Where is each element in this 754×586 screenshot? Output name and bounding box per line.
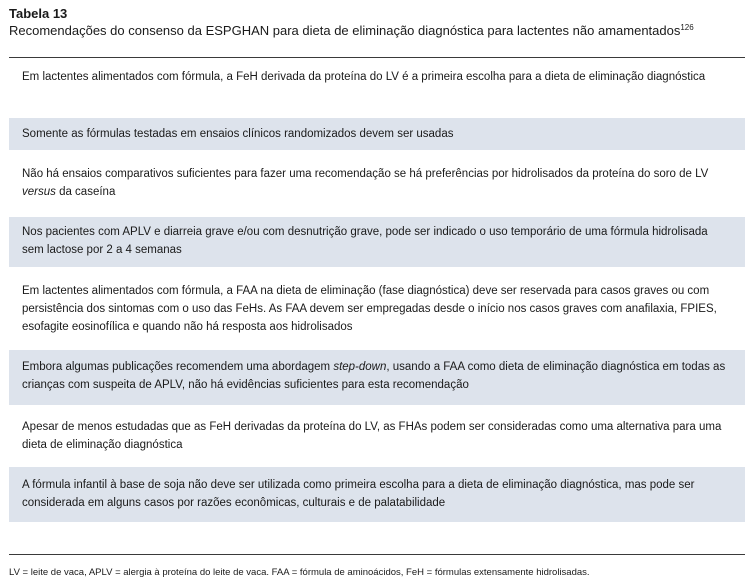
- table-row-5: [9, 278, 745, 342]
- row-text-part: Embora algumas publicações recomendem uma abordagem: [22, 361, 334, 373]
- row-text: A fórmula infantil à base de soja não deve ser utilizada como primeira escolha para a dieta de eliminação diagnóstica, mas pode ser considerada em alguns casos por razões econômicas, culturais e de palatabilidade: [22, 479, 695, 509]
- table-row-6: [9, 350, 745, 405]
- table-row-3: [9, 160, 745, 208]
- row-text: Em lactentes alimentados com fórmula, a FAA na dieta de eliminação (fase diagnóstica) deve ser reservada para casos graves ou com persistência dos sintomas com o uso das FeHs. As FAA devem ser empregadas desde o início nos casos graves com anafilaxia, FPIES, esofagite eosinofílica e quando não há resposta aos hidrolisados: [22, 285, 717, 333]
- table-bottom-rule: [9, 554, 745, 555]
- table-row-2: [9, 118, 745, 150]
- table-top-rule: [9, 57, 745, 58]
- table-title: Tabela 13: [9, 6, 68, 21]
- table-row-8: [9, 467, 745, 522]
- row-text-part: Não há ensaios comparativos suficientes para fazer uma recomendação se há preferências por hidrolisados da proteína do soro de LV: [22, 168, 709, 180]
- row-text-emphasis: versus: [22, 186, 56, 198]
- row-text: Em lactentes alimentados com fórmula, a FeH derivada da proteína do LV é a primeira escolha para a dieta de eliminação diagnóstica: [22, 71, 706, 83]
- table-row-4: [9, 217, 745, 267]
- row-text: Nos pacientes com APLV e diarreia grave e/ou com desnutrição grave, pode ser indicado o uso temporário de uma fórmula hidrolisada sem lactose por 2 a 4 semanas: [22, 226, 708, 256]
- reference-superscript: 126: [680, 23, 694, 32]
- table-row-1: [9, 64, 745, 108]
- table-footnote: LV = leite de vaca, APLV = alergia à proteína do leite de vaca. FAA = fórmula de aminoácidos, FeH = fórmulas extensamente hidrolisadas.: [9, 567, 590, 578]
- row-text: [22, 165, 731, 201]
- table-subtitle: [9, 23, 751, 39]
- row-text-emphasis: step-down: [333, 361, 387, 373]
- row-text: Somente as fórmulas testadas em ensaios clínicos randomizados devem ser usadas: [22, 128, 454, 140]
- table-subtitle-text: Recomendações do consenso da ESPGHAN para dieta de eliminação diagnóstica para lactentes não amamentados: [9, 23, 681, 38]
- table-row-7: [9, 414, 745, 462]
- row-text: Apesar de menos estudadas que as FeH derivadas da proteína do LV, as FHAs podem ser consideradas como uma alternativa para uma dieta de eliminação diagnóstica: [22, 421, 722, 451]
- row-text-part: , usando a FAA como dieta de eliminação diagnóstica em todas as crianças com suspeita de APLV, não há evidências suficientes para esta recomendação: [22, 361, 726, 391]
- row-text-part: da caseína: [55, 186, 116, 198]
- row-text: [22, 358, 731, 394]
